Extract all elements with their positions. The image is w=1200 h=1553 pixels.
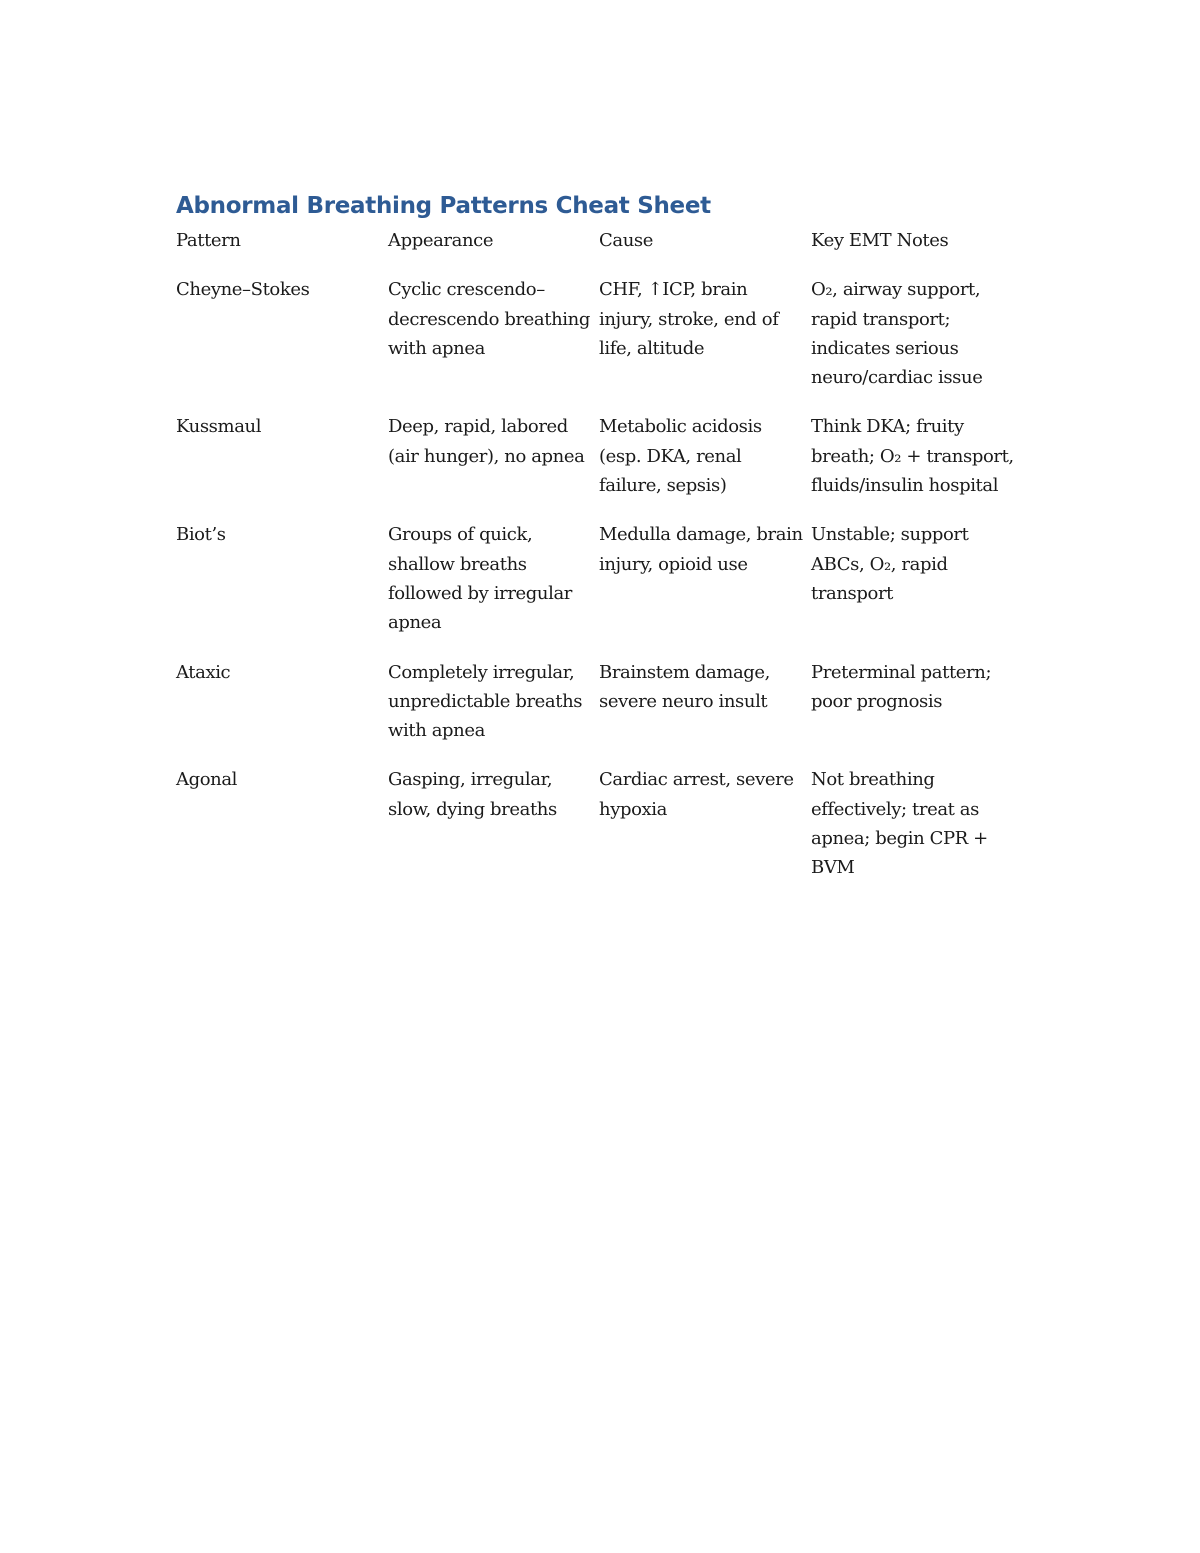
cell-pattern: Kussmaul [176,416,262,438]
column-header-pattern: Pattern [176,230,241,251]
cell-cause: Brainstem damage, severe neuro insult [599,661,770,712]
cell-appearance: Completely irregular, unpredictable breaths with apnea [388,661,583,742]
cell-pattern: Biot’s [176,524,226,546]
cell-notes: O₂, airway support, rapid transport; indicates serious neuro/cardiac issue [811,279,983,389]
table-header-row [176,226,1024,275]
cell-appearance: Cyclic crescendo–decrescendo breathing with apnea [388,279,590,359]
cell-pattern: Ataxic [176,661,231,683]
cell-notes: Preterminal pattern; poor prognosis [811,661,992,712]
cell-pattern: Agonal [176,769,238,791]
cell-notes: Not breathing effectively; treat as apnea; begin CPR + BVM [811,769,988,879]
table-row [176,412,1024,520]
table-row [176,658,1024,766]
column-header-notes: Key EMT Notes [811,230,949,251]
cell-notes: Think DKA; fruity breath; O₂ + transport, fluids/insulin hospital [811,416,1014,497]
table-row [176,765,1024,902]
cell-notes: Unstable; support ABCs, O₂, rapid transport [811,524,969,604]
cell-cause: Metabolic acidosis (esp. DKA, renal failure, sepsis) [599,416,762,497]
cell-cause: Cardiac arrest, severe hypoxia [599,769,794,820]
cell-appearance: Gasping, irregular, slow, dying breaths [388,769,557,820]
cell-cause: Medulla damage, brain injury, opioid use [599,524,803,575]
cell-appearance: Deep, rapid, labored (air hunger), no apnea [388,416,585,467]
column-header-cause: Cause [599,230,653,251]
table-row [176,275,1024,412]
cell-appearance: Groups of quick, shallow breaths followed by irregular apnea [388,524,572,634]
breathing-patterns-table [176,226,1024,903]
table-row [176,520,1024,657]
document-title: Abnormal Breathing Patterns Cheat Sheet [176,193,711,219]
column-header-appearance: Appearance [388,230,494,251]
cell-pattern: Cheyne–Stokes [176,279,310,301]
cell-cause: CHF, ↑ICP, brain injury, stroke, end of life, altitude [599,279,779,359]
